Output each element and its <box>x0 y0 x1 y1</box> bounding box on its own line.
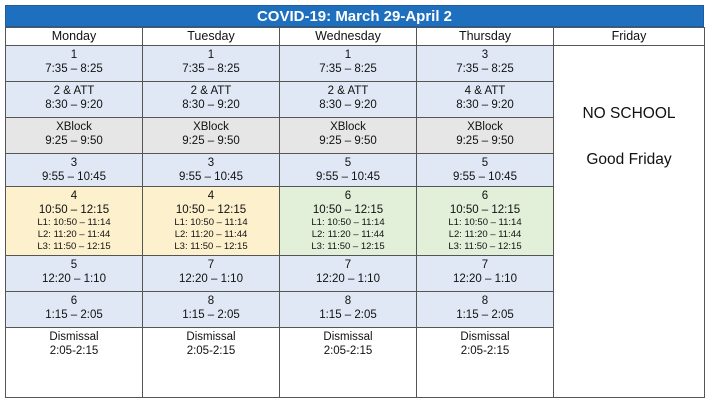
schedule-cell: XBlock 9:25 – 9:50 <box>280 118 417 154</box>
schedule-cell: XBlock 9:25 – 9:50 <box>143 118 280 154</box>
schedule-cell: 5 12:20 – 1:10 <box>6 256 143 292</box>
schedule-cell: 2 & ATT 8:30 – 9:20 <box>6 82 143 118</box>
day-header-monday: Monday <box>6 28 143 46</box>
schedule-cell: 1 7:35 – 8:25 <box>143 46 280 82</box>
day-header-thursday: Thursday <box>417 28 554 46</box>
schedule-cell: 5 9:55 – 10:45 <box>417 154 554 187</box>
schedule-cell: 7 12:20 – 1:10 <box>143 256 280 292</box>
schedule-cell: 4 & ATT 8:30 – 9:20 <box>417 82 554 118</box>
schedule-cell: 8 1:15 – 2:05 <box>143 292 280 328</box>
schedule-cell: XBlock 9:25 – 9:50 <box>417 118 554 154</box>
schedule-cell: 2 & ATT 8:30 – 9:20 <box>143 82 280 118</box>
friday-column <box>554 46 705 398</box>
schedule-cell: 3 7:35 – 8:25 <box>417 46 554 82</box>
schedule <box>5 5 704 398</box>
schedule-cell: 6 10:50 – 12:15 L1: 10:50 – 11:14 L2: 11:20 – 11:44 L3: 11:50 – 12:15 <box>417 187 554 256</box>
good-friday-label: Good Friday <box>586 151 672 168</box>
schedule-cell: Dismissal 2:05-2:15 <box>143 328 280 398</box>
schedule-cell: 1 7:35 – 8:25 <box>280 46 417 82</box>
schedule-cell: 7 12:20 – 1:10 <box>280 256 417 292</box>
schedule-cell: Dismissal 2:05-2:15 <box>280 328 417 398</box>
schedule-table <box>5 27 705 398</box>
no-school-label: NO SCHOOL <box>582 105 676 122</box>
schedule-cell: 4 10:50 – 12:15 L1: 10:50 – 11:14 L2: 11:20 – 11:44 L3: 11:50 – 12:15 <box>6 187 143 256</box>
schedule-cell: 3 9:55 – 10:45 <box>6 154 143 187</box>
day-header-wednesday: Wednesday <box>280 28 417 46</box>
schedule-title: COVID-19: March 29-April 2 <box>5 5 704 27</box>
schedule-cell: 1 7:35 – 8:25 <box>6 46 143 82</box>
schedule-cell: Dismissal 2:05-2:15 <box>6 328 143 398</box>
schedule-cell: XBlock 9:25 – 9:50 <box>6 118 143 154</box>
schedule-cell: Dismissal 2:05-2:15 <box>417 328 554 398</box>
schedule-cell: 6 1:15 – 2:05 <box>6 292 143 328</box>
schedule-cell: 7 12:20 – 1:10 <box>417 256 554 292</box>
schedule-cell: 8 1:15 – 2:05 <box>280 292 417 328</box>
schedule-cell: 6 10:50 – 12:15 L1: 10:50 – 11:14 L2: 11:20 – 11:44 L3: 11:50 – 12:15 <box>280 187 417 256</box>
schedule-cell: 2 & ATT 8:30 – 9:20 <box>280 82 417 118</box>
table-row <box>6 46 705 82</box>
schedule-cell: 5 9:55 – 10:45 <box>280 154 417 187</box>
schedule-cell: 8 1:15 – 2:05 <box>417 292 554 328</box>
day-header-friday: Friday <box>554 28 705 46</box>
schedule-cell: 4 10:50 – 12:15 L1: 10:50 – 11:14 L2: 11:20 – 11:44 L3: 11:50 – 12:15 <box>143 187 280 256</box>
day-header-tuesday: Tuesday <box>143 28 280 46</box>
schedule-cell: 3 9:55 – 10:45 <box>143 154 280 187</box>
header-row <box>6 28 705 46</box>
